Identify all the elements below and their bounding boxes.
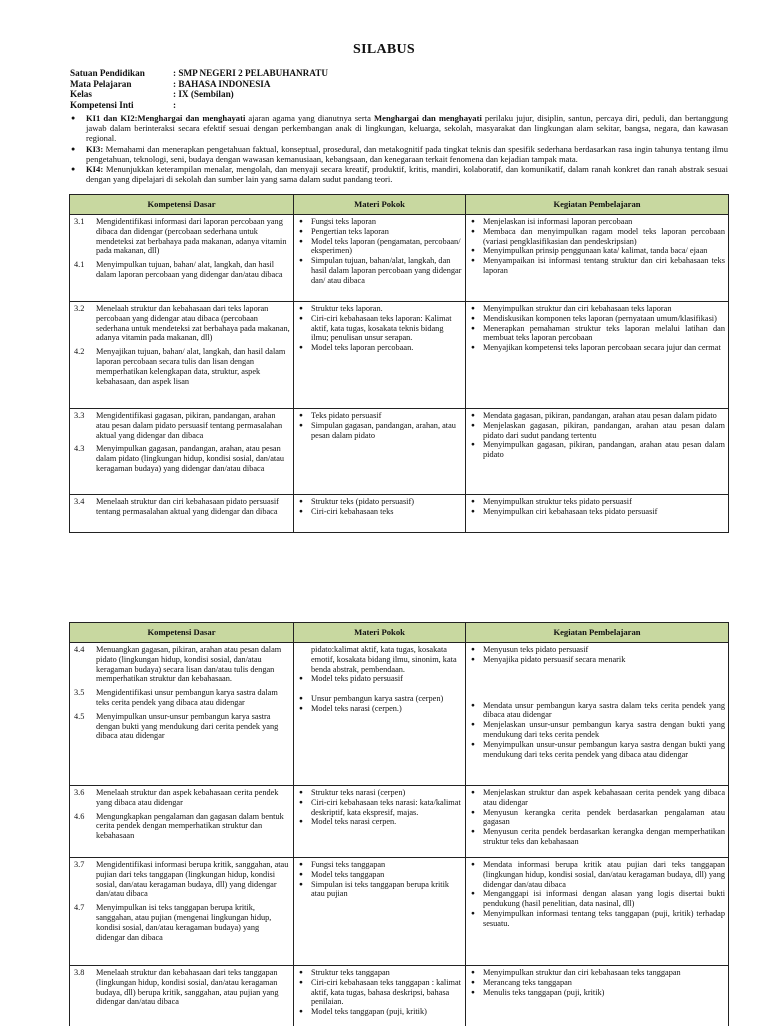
- kd-item: 4.1 Menyimpulkan tujuan, bahan/ alat, langkah, dan hasil dalam laporan percobaan yang didengar dan/atau dibaca: [74, 260, 283, 279]
- mp-continuation: pidato:kalimat aktif, kata tugas, kosakata emotif, kosakata bidang ilmu, sinonim, kata benda abstrak, pembendaan.: [311, 645, 457, 674]
- kp-cell: [466, 966, 729, 1026]
- info-row: [70, 68, 690, 79]
- mp-cell: [294, 966, 466, 1026]
- list-item: ● Menyimpulkan struktur teks pidato persuasif: [483, 497, 725, 507]
- table-row: [70, 409, 729, 495]
- list-item: ● Menyimpulkan informasi tentang teks tanggapan (puji, kritik) terhadap sesuatu.: [483, 909, 725, 929]
- kp-cell: [466, 786, 729, 858]
- list-item: ● Model teks laporan percobaan.: [311, 343, 462, 353]
- kd-item: 3.8 Menelaah struktur dan kebahasaan dari teks tanggapan (lingkungan hidup, kondisi sosial, dan/atau keragaman budaya, dll) berupa kritik, sanggahan, atau pujian yang didengar dan/atau dibaca: [74, 968, 279, 1007]
- header-kegiatan-pembelajaran: Kegiatan Pembelajaran: [466, 195, 729, 215]
- kd-item: 4.3 Menyimpulkan gagasan, pandangan, arahan, atau pesan dalam pidato (lingkungan hidup, kondisi sosial, dan/atau keragaman budaya) yang didengar dan/atau dibaca: [74, 444, 285, 473]
- header-kegiatan-pembelajaran: Kegiatan Pembelajaran: [466, 623, 729, 643]
- header-materi-pokok: Materi Pokok: [294, 195, 466, 215]
- list-item: ● Struktur teks laporan.: [311, 304, 462, 314]
- kd-item: 3.1 Mengidentifikasi informasi dari laporan percobaan yang dibaca dan didengar (percobaan sederhana untuk mendeteksi zat berbahaya pada makanan, adanya vitamin pada makanan, dll): [74, 217, 287, 256]
- table-row: [70, 786, 729, 858]
- list-item: ● Menyampaikan isi informasi tentang struktur dan ciri kebahasaan teks laporan: [483, 256, 725, 276]
- header-kompetensi-dasar: Kompetensi Dasar: [70, 623, 294, 643]
- kd-item: 4.7 Menyimpulkan isi teks tanggapan berupa kritik, sanggahan, atau pujian (mengenai lingkungan hidup, kondisi sosial, dan/atau keragaman budaya) yang didengar dan dibaca: [74, 903, 272, 942]
- list-item: ● Menyimpulkan prinsip penggunaan kata/ kalimat, tanda baca/ ejaan: [483, 246, 725, 256]
- table-row: [70, 966, 729, 1026]
- list-item: ● Menyimpulkan unsur-unsur pembangun karya sastra dengan bukti yang mendukung dari teks cerita pendek yang dibaca atau didengar: [483, 740, 725, 760]
- info-value: : IX (Sembilan): [173, 89, 234, 100]
- list-item: ● Fungsi teks tanggapan: [311, 860, 462, 870]
- kd-cell: [70, 409, 294, 495]
- kp-cell: [466, 495, 729, 533]
- table-header: [70, 195, 729, 215]
- list-item: ● Menyimpulkan struktur dan ciri kebahasaan teks laporan: [483, 304, 725, 314]
- kd-item: 3.4 Menelaah struktur dan ciri kebahasaan pidato persuasif tentang permasalahan aktual yang didengar dan dibaca: [74, 497, 279, 516]
- list-item: ● Menjelaskan unsur-unsur pembangun karya sastra dengan bukti yang mendukung dari teks cerita pendek: [483, 720, 725, 740]
- list-item: ● Ciri-ciri kebahasaan teks laporan: Kalimat aktif, kata tugas, kosakata teknis bidang ilmu; penulisan unsur serapan.: [311, 314, 462, 343]
- kd-item: 3.3 Mengidentifikasi gagasan, pikiran, pandangan, arahan atau pesan dalam pidato persuasif tentang permasalahan aktual yang didengar dan dibaca: [74, 411, 283, 440]
- identity-block: [70, 68, 690, 110]
- ki-3: ● KI3: Memahami dan menerapkan pengetahuan faktual, konseptual, prosedural, dan metakognitif pada tingkat teknis dan spesifik sederhana berdasarkan rasa ingin tahunya tentang ilmu pengetahuan, teknologi, seni, budaya dengan wawasan kemanusiaan, kebangsaan, dan kenegaraan terkait fenomena dan kejadian tampak mata.: [86, 144, 728, 164]
- list-item: ● Pengertian teks laporan: [311, 227, 462, 237]
- list-item: ● Mendata unsur pembangun karya sastra dalam teks cerita pendek yang dibaca atau didengar: [483, 701, 725, 721]
- list-item: ● Struktur teks tanggapan: [311, 968, 462, 978]
- table-row: [70, 643, 729, 786]
- mp-cell: [294, 215, 466, 302]
- list-item: ● Mendiskusikan komponen teks laporan (pernyataan umum/klasifikasi): [483, 314, 725, 324]
- info-row: [70, 89, 690, 100]
- list-item: ● Model teks narasi cerpen.: [311, 817, 462, 827]
- list-item: ● Teks pidato persuasif: [311, 411, 462, 421]
- kd-item: 4.6 Mengungkapkan pengalaman dan gagasan dalam bentuk cerita pendek dengan memperhatikan struktur dan kebahasaan: [74, 811, 284, 841]
- kd-item: 4.5 Menyimpulkan unsur-unsur pembangun karya sastra dengan bukti yang mendukung dari cerita pendek yang dibaca atau didengar: [74, 711, 279, 741]
- table-row: [70, 858, 729, 966]
- mp-cell: [294, 858, 466, 966]
- kd-cell: [70, 302, 294, 409]
- kd-cell: [70, 215, 294, 302]
- kd-cell: [70, 966, 294, 1026]
- list-item: ● Menyimpulkan ciri kebahasaan teks pidato persuasif: [483, 507, 725, 517]
- kd-item: 3.6 Menelaah struktur dan aspek kebahasaan cerita pendek yang dibaca atau didengar: [74, 788, 279, 807]
- info-label: Kelas: [70, 89, 92, 100]
- kp-cell: [466, 302, 729, 409]
- list-item: ● Menganggapi isi informasi dengan alasan yang logis disertai bukti pendukung (hasil penelitian, data nasinal, dll): [483, 889, 725, 909]
- list-item: ● Menyajikan kompetensi teks laporan percobaan secara jujur dan cermat: [483, 343, 725, 353]
- list-item: ● Struktur teks narasi (cerpen): [311, 788, 462, 798]
- list-item: ● Menjelaskan struktur dan aspek kebahasaan cerita pendek yang dibaca atau didengar: [483, 788, 725, 808]
- kompetensi-inti: [70, 113, 728, 184]
- kd-item: 4.2 Menyajikan tujuan, bahan/ alat, langkah, dan hasil dalam laporan percobaan secara tulis dan lisan dengan memperhatikan kelengkapan data, struktur, aspek kebahasaan, dan aspek lisan: [74, 347, 286, 386]
- list-item: ● Menulis teks tanggapan (puji, kritik): [483, 988, 725, 998]
- list-item: ● Model teks pidato persuasif: [311, 674, 462, 684]
- info-row: [70, 100, 690, 111]
- header-kompetensi-dasar: Kompetensi Dasar: [70, 195, 294, 215]
- list-item: ● Model teks tanggapan (puji, kritik): [311, 1007, 462, 1017]
- list-item: ● Unsur pembangun karya sastra (cerpen): [311, 694, 462, 704]
- kp-cell: [466, 643, 729, 786]
- list-item: ● Fungsi teks laporan: [311, 217, 462, 227]
- list-item: ● Membaca dan menyimpulkan ragam model teks laporan percobaan (variasi pengklasifikasian dan pendeskripsian): [483, 227, 725, 247]
- mp-cell: [294, 495, 466, 533]
- mp-cell: [294, 786, 466, 858]
- info-label: Kompetensi Inti: [70, 99, 134, 110]
- list-item: ● Struktur teks (pidato persuasif): [311, 497, 462, 507]
- list-item: ● Menerapkan pemahaman struktur teks laporan melalui latihan dan membuat teks laporan percobaan: [483, 324, 725, 344]
- kp-cell: [466, 409, 729, 495]
- list-item: ● Menjelaskan gagasan, pikiran, pandangan, arahan atau pesan dalam pidato dari sudut pandang tertentu: [483, 421, 725, 441]
- list-item: ● Ciri-ciri kebahasaan teks narasi: kata/kalimat deskriptif, kata ekspresif, majas.: [311, 798, 462, 818]
- table-row: [70, 302, 729, 409]
- info-label: Satuan Pendidikan: [70, 68, 145, 78]
- kd-cell: [70, 786, 294, 858]
- kd-item: 3.7 Mengidentifikasi informasi berupa kritik, sanggahan, atau pujian dari teks tanggapan (lingkungan hidup, kondisi sosial, dan/atau keragaman budaya, dll) yang didengar dan/atau dibaca: [74, 860, 289, 899]
- table-row: [70, 215, 729, 302]
- table-header: [70, 623, 729, 643]
- list-item: ● Mendata informasi berupa kritik atau pujian dari teks tanggapan (lingkungan hidup, kondisi sosial, dan/atau keragaman budaya, dll) yang didengar dan/atau dibaca: [483, 860, 725, 889]
- list-item: ● Simpulan tujuan, bahan/alat, langkah, dan hasil dalam laporan percobaan yang didengar dan/ atau dibaca: [311, 256, 462, 285]
- page-title: SILABUS: [352, 42, 416, 57]
- syllabus-table-1: [69, 194, 729, 533]
- list-item: ● Ciri-ciri kebahasaan teks tanggapan : kalimat aktif, kata tugas, bahasa deskripsi, bahasa penilaian.: [311, 978, 462, 1007]
- kd-cell: [70, 643, 294, 786]
- list-item: ● Menyusun teks pidato persuasif: [483, 645, 725, 655]
- kd-item: 3.5 Mengidentifikasi unsur pembangun karya sastra dalam teks cerita pendek yang dibaca atau didengar: [74, 688, 278, 707]
- kd-item: 3.2 Menelaah struktur dan kebahasaan dari teks laporan percobaan yang didengar atau dibaca (percobaan sederhana untuk mendeteksi zat berbahaya pada makanan, adanya vitamin pada makanan, dll): [74, 304, 290, 343]
- list-item: ● Menyimpulkan gagasan, pikiran, pandangan, arahan atau pesan dalam pidato: [483, 440, 725, 460]
- list-item: ● Menyusun cerita pendek berdasarkan kerangka dengan memperhatikan struktur teks dan kebahasaan: [483, 827, 725, 847]
- list-item: ● Mendata gagasan, pikiran, pandangan, arahan atau pesan dalam pidato: [483, 411, 725, 421]
- list-item: ● Simpulan isi teks tanggapan berupa kritik atau pujian: [311, 880, 462, 900]
- list-item: ● Simpulan gagasan, pandangan, arahan, atau pesan dalam pidato: [311, 421, 462, 441]
- header-materi-pokok: Materi Pokok: [294, 623, 466, 643]
- list-item: ● Model teks tanggapan: [311, 870, 462, 880]
- mp-cell: [294, 302, 466, 409]
- info-value: :: [173, 99, 177, 110]
- mp-cell: [294, 409, 466, 495]
- kd-cell: [70, 858, 294, 966]
- kp-cell: [466, 215, 729, 302]
- ki-4: ● KI4: Menunjukkan keterampilan menalar, mengolah, dan menyaji secara kreatif, produktif, kritis, mandiri, kolaboratif, dan komunikatif, dalam ranah konkret dan ranah abstrak sesuai dengan yang dipelajari di sekolah dan sumber lain yang sama dalam sudut pandang teori.: [86, 164, 728, 184]
- list-item: ● Ciri-ciri kebahasaan teks: [311, 507, 462, 517]
- mp-cell: [294, 643, 466, 786]
- list-item: ● Menyajika pidato persuasif secara menarik: [483, 655, 725, 665]
- kp-cell: [466, 858, 729, 966]
- kd-cell: [70, 495, 294, 533]
- ki-1-2: ● KI1 dan KI2:Menghargai dan menghayati ajaran agama yang dianutnya serta Menghargai dan menghayati perilaku jujur, disiplin, santun, percaya diri, peduli, dan bertanggung jawab dalam berinteraksi secara efektif sesuai dengan perkembangan anak di lingkungan, keluarga, sekolah, masyarakat dan lingkungan alam sekitar, bangsa, negara, dan kawasan regional.: [86, 113, 728, 144]
- info-label: Mata Pelajaran: [70, 78, 132, 89]
- list-item: ● Model teks laporan (pengamatan, percobaan/ eksperimen): [311, 237, 462, 257]
- list-item: ● Menjelaskan isi informasi laporan percobaan: [483, 217, 725, 227]
- info-row: [70, 79, 690, 90]
- list-item: ● Menyusun kerangka cerita pendek berdasarkan pengalaman atau gagasan: [483, 808, 725, 828]
- info-value: : SMP NEGERI 2 PELABUHANRATU: [173, 68, 329, 78]
- syllabus-table-2: [69, 622, 729, 1026]
- list-item: ● Menyimpulkan struktur dan ciri kebahasaan teks tanggapan: [483, 968, 725, 978]
- kd-item: 4.4 Menuangkan gagasan, pikiran, arahan atau pesan dalam pidato (lingkungan hidup, kondisi sosial, dan/atau keragaman budaya) secara lisan dan/atau tulis dengan memperhatikan struktur dan kebahasaan.: [74, 645, 282, 684]
- list-item: ● Merancang teks tanggapan: [483, 978, 725, 988]
- list-item: ● Model teks narasi (cerpen.): [311, 704, 462, 714]
- table-row: [70, 495, 729, 533]
- info-value: : BAHASA INDONESIA: [173, 78, 271, 89]
